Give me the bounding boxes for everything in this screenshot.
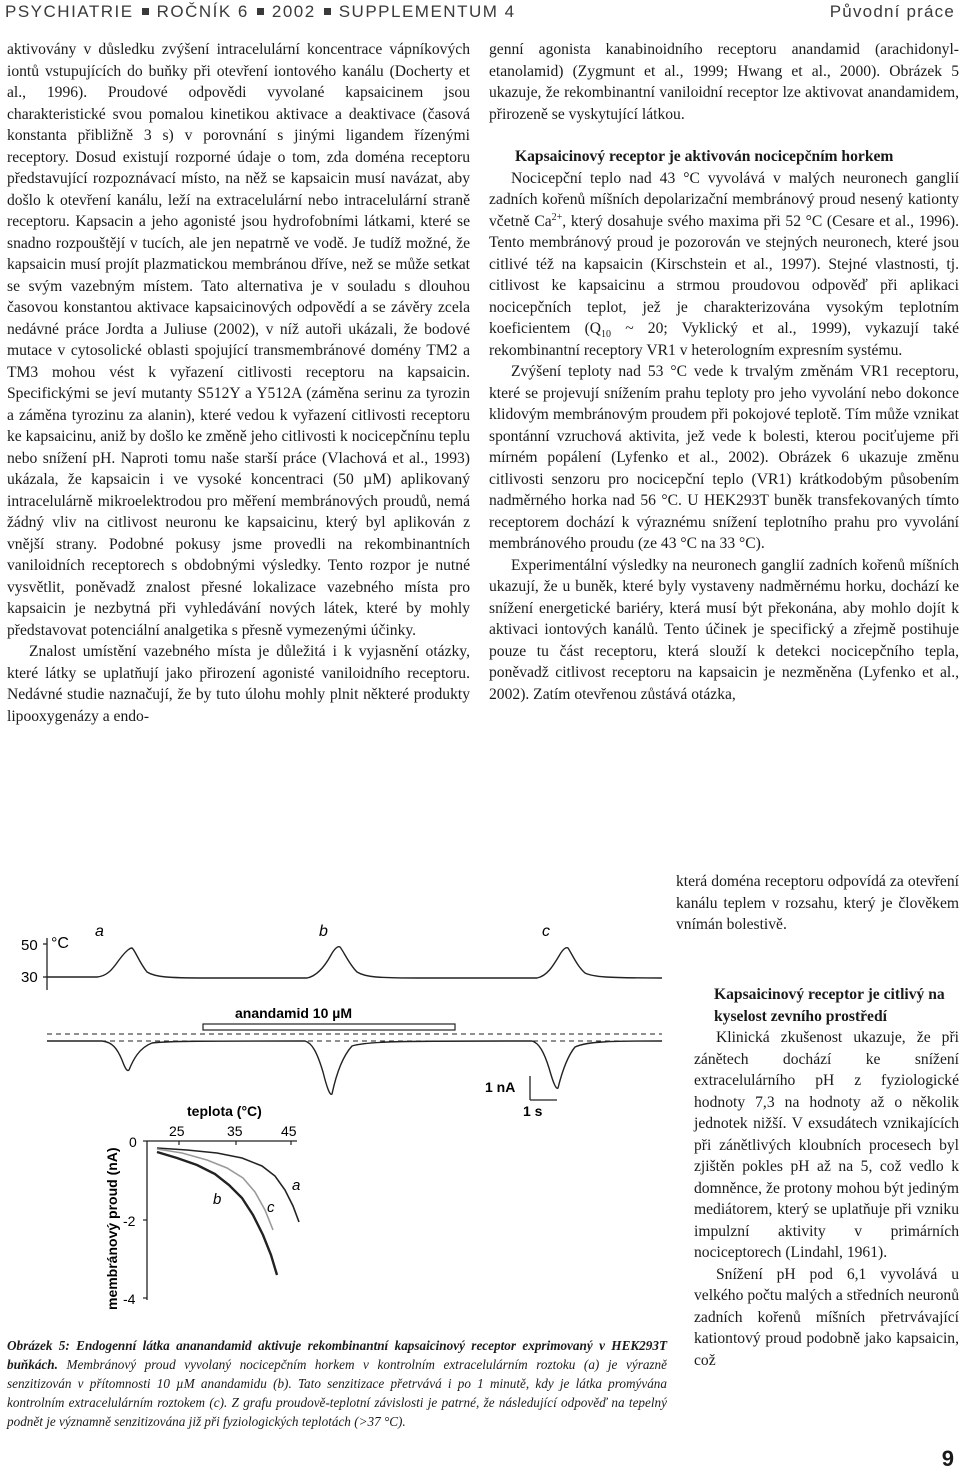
- anandamid-label: anandamid 10 µM: [235, 1005, 352, 1021]
- paragraph: která doména receptoru odpovídá za otevření kanálu teplem v rozsahu, který je člověkem vnímán bolestivě.: [676, 873, 959, 933]
- right-column-narrow: [694, 984, 959, 1371]
- scale-time-label: 1 s: [523, 1103, 543, 1119]
- panel-label-a: a: [95, 923, 104, 940]
- temp-tick-30: 30: [21, 969, 38, 986]
- figure-5: [7, 900, 667, 1330]
- volume: ROČNÍK 6: [156, 2, 249, 21]
- year: 2002: [271, 2, 316, 21]
- panel-label-c: c: [542, 923, 550, 940]
- inset-ytick-minus4: -4: [123, 1291, 136, 1307]
- temp-unit: °C: [51, 935, 69, 952]
- inset-xtick-25: 25: [169, 1123, 185, 1139]
- inset-title: teplota (°C): [187, 1103, 262, 1119]
- paragraph: genní agonista kanabinoidního receptoru anandamid (arachidonyl-etanolamid) (Zygmunt et al., 1999; Hwang et al., 2000). Obrázek 5 ukazuje, že rekombinantní vaniloidní receptor lze aktivovat anandamidem, přirozeně se vyskytující látkou.: [489, 41, 959, 123]
- anandamid-application-bar: [203, 1024, 455, 1030]
- text-run: ~ 20; Vyklický et al., 1999), vykazují také rekombinantní receptory VR1 v heterologním expresním systému.: [489, 320, 960, 359]
- caption-title: Obrázek 5: Endogenní látka ananandamid aktivuje rekombinantní kapsaicinový receptor exprimovaný v HEK293T buňkách.: [7, 1338, 667, 1372]
- caption-body: Membránový proud vyvolaný nocicepčním horkem v kontrolním extracelulárním roztoku (a) je výrazně senzitizován v přítomnosti 10 µM anandamidu (b). Tato senzitizace přetrvává i po 1 minutě, kdy je látka promývána kontrolním extracelulárním roztokem (c). Z grafu proudově-teplotní závislosti je patrné, že následující odpověď na tepelný podnět je významně senzitizována již při fyziologických teplotách (>37 °C).: [7, 1357, 667, 1429]
- text-run: , který dosahuje svého maxima při 52 °C (Cesare et al., 1996). Tento membránový proud je pozorován ve stejných neuronech, které jsou citlivé též na kapsaicin (Kirschstein et al., 1997). Stejné vlastnosti, tj. citlivost ke kapsaicinu a strmou proudovou odpověď při aplikaci nocicepčních teplot, jež je charakterizována vysokým teplotním koeficientem (Q: [489, 212, 959, 337]
- paragraph: Experimentální výsledky na neuronech ganglií zadních kořenů míšních ukazují, že u buněk, které byly vystaveny nadměrnému horku, dochází ke snížení energetické bariéry, která musí být překonána, aby mohlo dojít k aktivaci iontových kanálů. Tento účinek je specifický a zřejmě postihuje pouze tu část receptoru, která slouží k detekci nocicepčního tepla, poněvadž citlivost receptoru na kapsaicin je nezměněna (Lyfenko et al., 2002). Zatím otevřenou zůstává otázka,: [489, 556, 959, 703]
- journal-name: PSYCHIATRIE: [5, 2, 134, 21]
- inset-curve-label-b: b: [213, 1191, 222, 1208]
- temperature-trace: [47, 947, 662, 978]
- text-run: Nocicepční teplo nad 43 °C vyvolává v malých neuronech ganglií zadních kořenů míšních depolarizační membránový proud nesený kationty včetně Ca: [489, 169, 959, 230]
- right-column: [489, 39, 959, 705]
- panel-label-b: b: [319, 923, 328, 940]
- running-header: [5, 0, 955, 28]
- right-column-continuation: [676, 871, 959, 936]
- figure-caption: [7, 1336, 667, 1431]
- current-trace: [47, 1041, 662, 1094]
- inset-curve-label-c: c: [267, 1199, 275, 1216]
- inset-ytick-minus2: -2: [123, 1213, 136, 1229]
- paragraph: aktivovány v důsledku zvýšení intracelulární koncentrace vápníkových iontů vstupujících do buňky při otevření iontového kanálu (Docherty et al., 1996). Proudové odpovědi vyvolané kapsaicinem jsou charakteristické svou pomalou kinetikou aktivace a deaktivace (časová konstanta přibližně 3 s) v porovnání s jinými ligandem řízenými receptory. Dosud existují rozporné údaje o tom, zda doména receptoru představující rozpoznávací místo, na něž se kapsaicin musí navázat, aby došlo k otevření kanálu, leží na extracelulární nebo intracelulární straně receptoru. Kapsacin a jeho agonisté jsou hydrofobními látkami, které se snadno rozpouštějí v tucích, ale jen nepatrně ve vodě. Je tudíž možné, že kapsaicin musí projít plazmatickou membránou dříve, než se může setkat se svým vazebným místem. Tato alternativa je v souladu s dlouhou časovou konstantou aktivace kapsaicinových odpovědí a se závěry zcela nedávné práce Jordta a Juliuse (2002), v níž autoři ukázali, že bodové mutace v cytosolické oblasti spojující transmembránové domény TM2 a TM3 mohou vést k vyřazení citlivosti receptoru na kapsaicin. Specifickými se jeví mutanty S512Y a Y512A (záměna serinu za tyrozin a záměna tyrozinu za alanin), které vedou k vyřazení citlivosti receptoru ke kapsaicinu, aniž by došlo ke změně jeho citlivosti k nocicepčnínu teplu nebo snížení pH. Naproti tomu naše starší práce (Vlachová et al., 1993) ukázala, že kapsaicin i ve vysoké koncentraci (50 µM) aplikovaný intracelulárně mikroelektrodou pro měření membránových proudů, nemá žádný vliv na citlivost neuronu ke kapsaicinu, který byl aplikován z vnější strany. Podobné pokusy jsme provedli na rekombinantních vaniloidních receptorech s obdobnými výsledky. Tento rozpor je nutné vysvětlit, poněvadž znalost přesné lokalizace vazebného místa pro kapsaicin je nezbytná při vyhledávání nových látek, které by mohly představovat potenciální analgetika s přesně vymezenými účinky.: [7, 41, 470, 639]
- inset-y-label: membránový proud (nA): [104, 1147, 120, 1310]
- scale-current-label: 1 nA: [485, 1079, 516, 1095]
- journal-info: [5, 2, 516, 22]
- paragraph: [489, 168, 959, 362]
- paragraph: Klinická zkušenost ukazuje, že při zánětech dochází ke snížení extracelulárního pH z fyziologické hodnoty 7,3 na hodnoty až o několik jednotek nižší. V exsudátech vznikajících při zánětlivých kloubních procesech byl zjištěn pokles pH až na 5, což vedlo k domněnce, že protony mohou být jediným mediátorem, který se uplatňuje při vzniku impulzní aktivity v primárních nociceptorech (Lindahl, 1961).: [694, 1029, 959, 1261]
- paragraph: Snížení pH pod 6,1 vyvolává u velkého počtu malých a středních neuronů zadních kořenů míšních přetrvávající kationtový proud podobně jako kapsaicin, což: [694, 1265, 959, 1369]
- inset-curve-b: [157, 1152, 277, 1275]
- paragraph: Znalost umístění vazebného místa je důležitá i k vyjasnění otázky, které látky se uplatňují jako přirození agonisté vaniloidního receptoru. Nedávné studie naznačují, že by tuto úlohu mohly plnit některé produkty lipooxygenázy a endo-: [7, 643, 470, 725]
- left-column: [7, 39, 470, 727]
- inset-ytick-0: 0: [129, 1134, 137, 1150]
- separator-square-icon: [142, 8, 149, 15]
- superscript: 2+: [551, 211, 563, 223]
- supplement: SUPPLEMENTUM 4: [338, 2, 516, 21]
- page-number: 9: [941, 1446, 954, 1471]
- subscript: 10: [601, 329, 612, 341]
- paragraph: Zvýšení teploty nad 53 °C vede k trvalým změnám VR1 receptoru, které se projevují snížením prahu teploty pro jeho vyvolání nebo dokonce klidovým membránovým proudem při pokojové teplotě. Tím může vznikat spontánní vzruchová aktivita, jež vede k bolesti, kterou pociťujeme při mírném popálení (Lyfenko et al., 2002). Obrázek 6 ukazuje změnu citlivosti senzoru pro nocicepční teplo (VR1) krátkodobým působením nadměrného horka nad 56 °C. U HEK293T buněk transfekovaných tímto receptorem dochází k výraznému snížení teplotního prahu pro vyvolání membránového proudu (ze 43 °C na 33 °C).: [489, 363, 959, 552]
- section-label: Původní práce: [829, 2, 955, 21]
- section-heading: Kapsaicinový receptor je citlivý na kyselost zevního prostředí: [714, 986, 945, 1025]
- inset-xtick-35: 35: [227, 1123, 243, 1139]
- separator-square-icon: [257, 8, 264, 15]
- section-heading: Kapsaicinový receptor je aktivován nocicepčním horkem: [515, 148, 894, 165]
- temp-tick-50: 50: [21, 937, 38, 954]
- inset-curve-label-a: a: [292, 1177, 301, 1194]
- inset-xtick-45: 45: [281, 1123, 297, 1139]
- separator-square-icon: [324, 8, 331, 15]
